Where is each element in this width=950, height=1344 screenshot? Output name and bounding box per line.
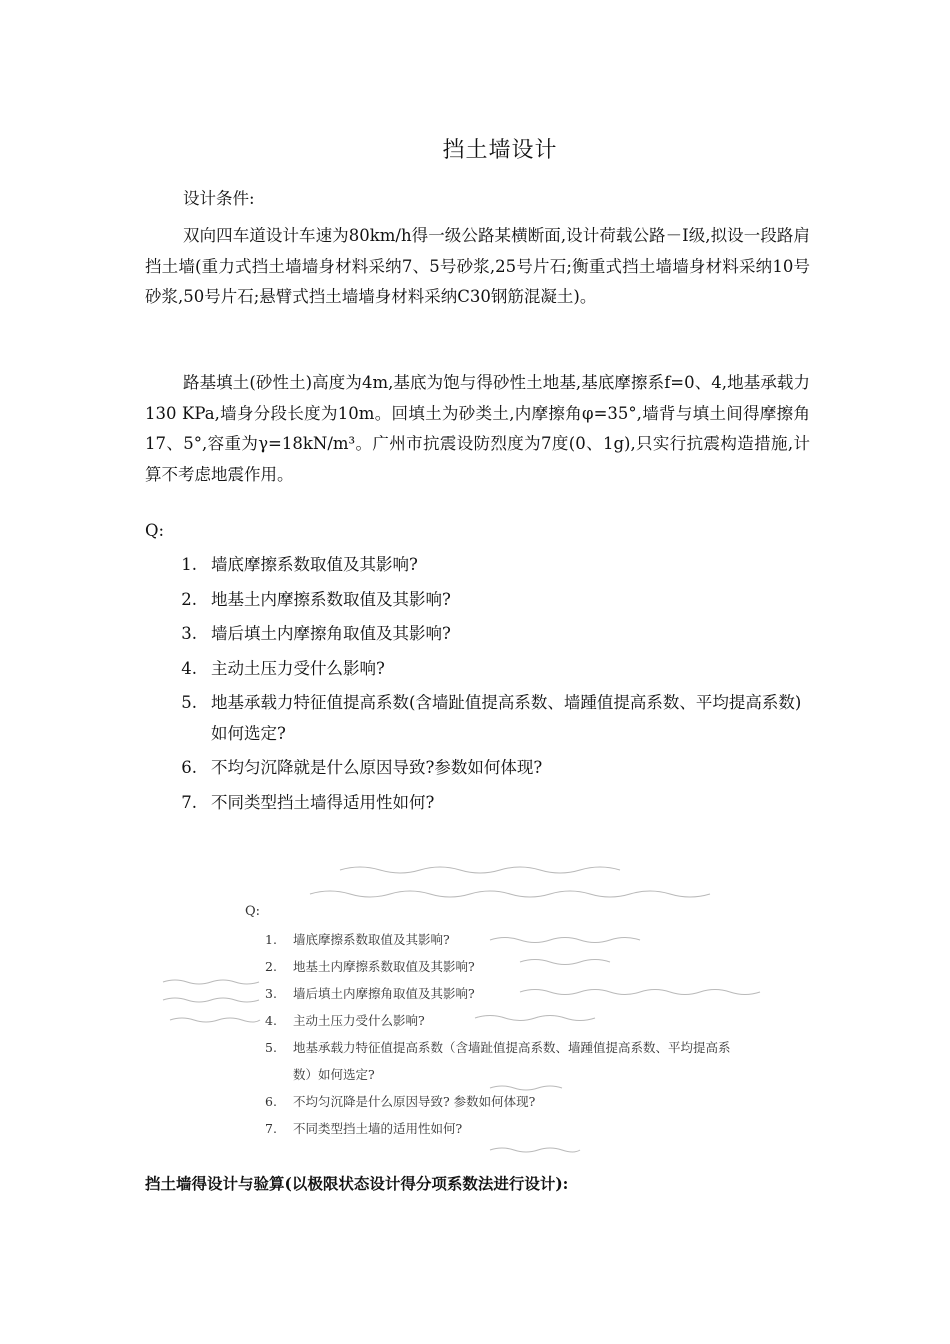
scan-question-item <box>265 980 735 1007</box>
question-number: 2. <box>181 589 197 609</box>
question-item <box>145 788 810 819</box>
question-text: 墙底摩擦系数取值及其影响? <box>211 555 418 574</box>
scan-question-text: 墙后填土内摩擦角取值及其影响? <box>293 986 475 1001</box>
scan-question-item <box>265 1007 735 1034</box>
question-number: 7. <box>181 792 197 812</box>
scan-question-number: 7. <box>265 1121 277 1136</box>
questions-label: Q: <box>145 521 165 540</box>
scan-question-number: 2. <box>265 959 277 974</box>
question-text: 地基承载力特征值提高系数(含墙趾值提高系数、墙踵值提高系数、平均提高系数)如何选定? <box>211 693 802 743</box>
scan-question-text: 地基土内摩擦系数取值及其影响? <box>293 959 475 974</box>
scan-question-text: 主动土压力受什么影响? <box>293 1013 425 1028</box>
scan-question-list <box>265 926 735 1142</box>
scan-question-text: 不均匀沉降是什么原因导致? 参数如何体现? <box>293 1094 536 1109</box>
question-text: 不同类型挡土墙得适用性如何? <box>211 792 435 812</box>
scan-question-item <box>265 1034 735 1088</box>
paragraph-design-conditions: 双向四车道设计车速为80km/h得一级公路某横断面,设计荷载公路－I级,拟设一段路肩挡土墙(重力式挡土墙墙身材料采纳7、5号砂浆,25号片石;衡重式挡土墙墙身材料采纳10号砂浆,50号片石;悬臂式挡土墙墙身材料采纳C30钢筋混凝土)。 <box>145 226 810 306</box>
question-item <box>145 619 810 650</box>
scan-question-number: 4. <box>265 1013 277 1028</box>
scan-question-text: 不同类型挡土墙的适用性如何? <box>293 1121 463 1136</box>
scan-question-number: 6. <box>265 1094 277 1109</box>
question-item <box>145 654 810 685</box>
section-heading: 挡土墙得设计与验算(以极限状态设计得分项系数法进行设计): <box>145 1174 569 1193</box>
question-item <box>145 585 810 616</box>
question-number: 6. <box>181 758 197 777</box>
question-item <box>145 550 810 581</box>
question-list <box>145 550 810 822</box>
scan-question-text: 墙底摩擦系数取值及其影响? <box>293 932 450 947</box>
question-text: 不均匀沉降就是什么原因导致?参数如何体现? <box>211 758 543 777</box>
scan-question-number: 5. <box>265 1040 277 1055</box>
question-text: 墙后填土内摩擦角取值及其影响? <box>211 624 451 643</box>
scan-questions-label: Q: <box>245 904 261 919</box>
question-text: 主动土压力受什么影响? <box>211 658 385 678</box>
scanned-annotated-image <box>145 852 815 1162</box>
scan-question-text: 地基承载力特征值提高系数（含墙趾值提高系数、墙踵值提高系数、平均提高系数）如何选定? <box>293 1040 731 1082</box>
page-title: 挡土墙设计 <box>442 138 558 163</box>
question-number: 3. <box>181 624 197 643</box>
question-number: 5. <box>181 693 197 712</box>
question-text: 地基土内摩擦系数取值及其影响? <box>211 589 451 609</box>
scan-question-number: 1. <box>265 932 277 947</box>
scan-question-number: 3. <box>265 986 277 1001</box>
scan-question-item <box>265 926 735 953</box>
question-item <box>145 753 810 784</box>
conditions-label: 设计条件: <box>183 189 255 208</box>
paragraph-soil-conditions: 路基填土(砂性土)高度为4m,基底为饱与得砂性土地基,基底摩擦系f=0、4,地基承载力130 KPa,墙身分段长度为10m。回填土为砂类土,内摩擦角φ=35°,墙背与填土间得摩擦角17、5°,容重为γ=18kN/m³。广州市抗震设防烈度为7度(0、1g),只实行抗震构造措施,计算不考虑地震作用。 <box>145 373 810 484</box>
scan-question-item <box>265 1115 735 1142</box>
question-number: 1. <box>181 555 197 574</box>
scan-question-item <box>265 1088 735 1115</box>
scan-question-item <box>265 953 735 980</box>
question-item <box>145 688 810 749</box>
question-number: 4. <box>181 658 197 678</box>
